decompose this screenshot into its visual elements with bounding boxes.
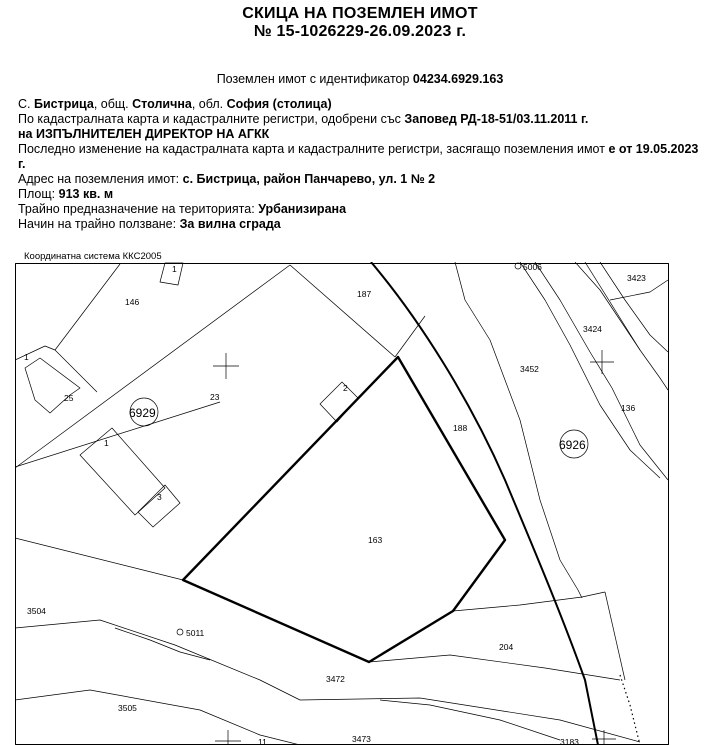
label-3473: 3473 — [352, 734, 371, 744]
region-value: София (столица) — [226, 97, 332, 111]
label-1-top: 1 — [172, 264, 177, 274]
last-change-text: Последно изменение на кадастралната карта и кадастралните регистри, засягащо поземления имот — [18, 142, 605, 156]
usage-label: Начин на трайно ползване: — [18, 217, 177, 231]
sketch-number: № 15-1026229-26.09.2023 г. — [253, 23, 467, 40]
usage-line — [18, 217, 708, 232]
building-25 — [25, 358, 80, 413]
label-163: 163 — [368, 535, 383, 545]
municipality-prefix: , общ. — [93, 97, 129, 111]
label-187: 187 — [357, 289, 372, 299]
label-11: 11 — [258, 737, 267, 745]
subject-parcel-163 — [183, 357, 505, 662]
building-2 — [320, 382, 358, 422]
label-building-2: 2 — [343, 383, 348, 393]
settlement-prefix: С. — [18, 97, 31, 111]
region-prefix: , обл. — [191, 97, 224, 111]
label-25: 25 — [64, 393, 74, 403]
identifier-line — [0, 72, 720, 86]
label-146: 146 — [125, 297, 140, 307]
label-3183: 3183 — [560, 737, 579, 745]
area-value: 913 кв. м — [58, 187, 114, 201]
purpose-label: Трайно предназначение на територията: — [18, 202, 255, 216]
approval-order: Заповед РД-18-51/03.11.2011 г. — [404, 112, 589, 126]
cadastral-map — [15, 262, 670, 745]
label-136: 136 — [621, 403, 636, 413]
identifier-value: 04234.6929.163 — [412, 72, 504, 86]
label-1-left: 1 — [24, 352, 29, 362]
address-value: с. Бистрица, район Панчарево, ул. 1 № 2 — [182, 172, 436, 186]
approval-authority: на ИЗПЪЛНИТЕЛЕН ДИРЕКТОР НА АГКК — [18, 126, 270, 141]
purpose-value: Урбанизирана — [258, 202, 347, 216]
survey-point-5011 — [177, 629, 183, 635]
parcel-boundaries — [15, 262, 668, 745]
address-label: Адрес на поземления имот: — [18, 172, 180, 186]
purpose-line — [18, 202, 708, 217]
label-5006: 5006 — [523, 262, 542, 272]
dotted-boundary — [620, 675, 640, 745]
label-3505: 3505 — [118, 703, 137, 713]
area-label: Площ: — [18, 187, 56, 201]
settlement-value: Бистрица — [33, 97, 94, 111]
label-23: 23 — [210, 392, 220, 402]
sketch-title: СКИЦА НА ПОЗЕМЛЕН ИМОТ — [242, 5, 478, 22]
label-3423: 3423 — [627, 273, 646, 283]
approval-line — [18, 112, 708, 141]
last-change-date: е от 19.05.2023 г. — [18, 142, 699, 171]
building-1 — [80, 428, 165, 515]
municipality-value: Столична — [132, 97, 192, 111]
zone-label-6926: 6926 — [559, 438, 586, 452]
label-3504: 3504 — [27, 606, 46, 616]
parcel-labels — [24, 262, 646, 745]
area-line — [18, 187, 708, 202]
label-188: 188 — [453, 423, 468, 433]
location-line — [18, 97, 708, 112]
approval-text: По кадастралната карта и кадастралните регистри, одобрени със — [18, 112, 401, 126]
usage-value: За вилна сграда — [179, 217, 281, 231]
coordinate-system-label: Координатна система ККС2005 — [24, 251, 162, 262]
label-building-3: 3 — [157, 492, 162, 502]
label-3424: 3424 — [583, 324, 602, 334]
label-3472: 3472 — [326, 674, 345, 684]
label-5011: 5011 — [186, 628, 205, 638]
label-3452: 3452 — [520, 364, 539, 374]
identifier-label: Поземлен имот с идентификатор — [216, 72, 410, 86]
address-line — [18, 172, 708, 187]
last-change-line — [18, 142, 708, 171]
zone-label-6929: 6929 — [129, 406, 156, 420]
label-204: 204 — [499, 642, 514, 652]
label-building-1: 1 — [104, 438, 109, 448]
